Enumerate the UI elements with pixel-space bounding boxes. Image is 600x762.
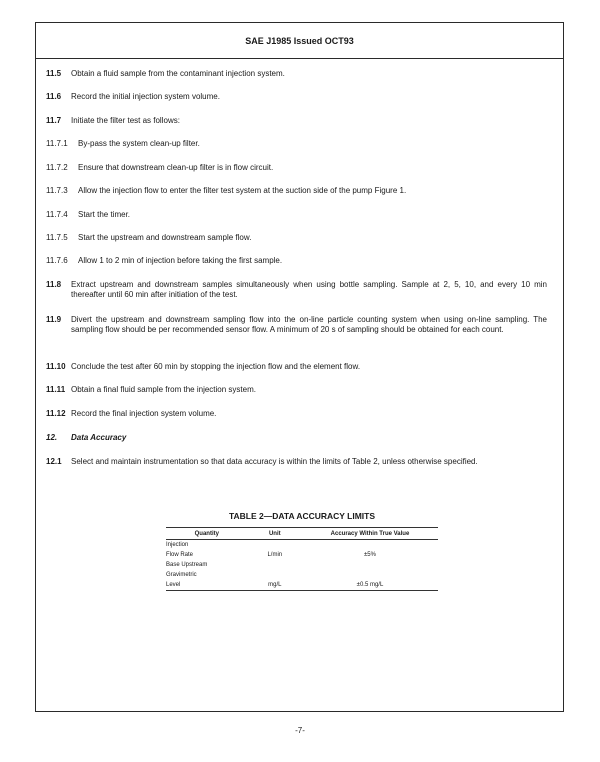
- cell-unit: [248, 570, 302, 580]
- column-header-accuracy: Accuracy Within True Value: [302, 528, 438, 540]
- section-title: Data Accuracy: [71, 433, 127, 442]
- section-heading-12: [46, 433, 547, 443]
- step-11-6: [46, 92, 547, 102]
- page-frame: [35, 22, 564, 712]
- step-number: 11.7.6: [46, 256, 68, 265]
- step-text: Conclude the test after 60 min by stopping the injection flow and the element flow.: [71, 362, 361, 371]
- step-11-7-4: [46, 210, 547, 220]
- section-number: 12.: [46, 433, 58, 442]
- step-text: Extract upstream and downstream samples simultaneously when using bottle sampling. Sample at 2, 5, 10, and every 10 min thereafter until 60 min after initiation of the test.: [71, 280, 547, 299]
- step-11-10: [46, 362, 547, 372]
- step-11-9: [46, 315, 547, 335]
- step-number: 11.5: [46, 69, 62, 78]
- page-number: -7-: [295, 726, 305, 735]
- step-text: Initiate the filter test as follows:: [71, 116, 180, 125]
- cell-quantity: Gravimetric: [166, 571, 197, 578]
- step-11-8: [46, 280, 547, 300]
- step-11-7-3: [46, 186, 547, 196]
- cell-unit: [248, 560, 302, 570]
- cell-unit: mg/L: [248, 580, 302, 591]
- table-caption: TABLE 2—DATA ACCURACY LIMITS: [228, 511, 376, 521]
- cell-unit: L/min: [267, 551, 283, 558]
- step-text: Record the initial injection system volume.: [71, 92, 220, 101]
- cell-quantity: Injection: [166, 541, 189, 548]
- step-number: 11.12: [46, 409, 66, 418]
- step-text: By-pass the system clean-up filter.: [78, 139, 200, 148]
- step-text: Select and maintain instrumentation so that data accuracy is within the limits of Table 2, unless otherwise specified.: [71, 457, 478, 466]
- step-text: Start the upstream and downstream sample flow.: [78, 233, 252, 242]
- cell-accuracy: [302, 560, 438, 570]
- table-row: [166, 540, 438, 551]
- cell-accuracy: [302, 540, 438, 551]
- step-12-1: [46, 457, 547, 467]
- step-11-12: [46, 409, 547, 419]
- step-text: Allow the injection flow to enter the filter test system at the suction side of the pump Figure 1.: [78, 186, 407, 195]
- step-number: 11.9: [46, 315, 62, 324]
- step-11-7: [46, 116, 547, 126]
- step-number: 11.7.5: [46, 233, 68, 242]
- step-text: Divert the upstream and downstream sampling flow into the on-line particle counting system when using on-line sampling. The sampling flow should be per recommended sensor flow. A minimum of 20 s of sampling should be obtained for each count.: [71, 315, 547, 334]
- step-text: Allow 1 to 2 min of injection before taking the first sample.: [78, 256, 283, 265]
- step-11-7-1: [46, 139, 547, 149]
- table-row: [166, 580, 438, 591]
- page-header: [36, 23, 563, 59]
- cell-accuracy: [302, 570, 438, 580]
- step-11-7-6: [46, 256, 547, 266]
- step-text: Obtain a final fluid sample from the injection system.: [71, 385, 256, 394]
- table: [166, 527, 438, 591]
- step-text: Record the final injection system volume.: [71, 409, 217, 418]
- step-11-7-5: [46, 233, 547, 243]
- cell-accuracy: ±5%: [364, 551, 376, 558]
- table-row: [166, 550, 438, 560]
- step-number: 11.7.1: [46, 139, 68, 148]
- step-number: 11.8: [46, 280, 62, 289]
- table-row: [166, 570, 438, 580]
- table-header-row: [166, 528, 438, 540]
- step-number: 11.6: [46, 92, 62, 101]
- data-accuracy-table: [166, 511, 438, 591]
- step-text: Start the timer.: [78, 210, 131, 219]
- step-number: 11.11: [46, 385, 66, 394]
- column-header-quantity: Quantity: [166, 528, 248, 540]
- cell-quantity: Level: [166, 580, 248, 591]
- table-row: [166, 560, 438, 570]
- document-id: SAE J1985 Issued OCT93: [245, 36, 354, 46]
- step-number: 12.1: [46, 457, 62, 466]
- cell-unit: [248, 540, 302, 551]
- step-text: Ensure that downstream clean-up filter is in flow circuit.: [78, 163, 274, 172]
- column-header-unit: Unit: [248, 528, 302, 540]
- step-11-11: [46, 385, 547, 395]
- step-11-5: [46, 69, 547, 79]
- cell-accuracy: ±0.5 mg/L: [302, 580, 438, 591]
- step-text: Obtain a fluid sample from the contaminant injection system.: [71, 69, 285, 78]
- step-number: 11.7.3: [46, 186, 68, 195]
- step-number: 11.7.2: [46, 163, 68, 172]
- step-number: 11.7: [46, 116, 62, 125]
- step-number: 11.7.4: [46, 210, 68, 219]
- cell-quantity: Base Upstream: [166, 561, 208, 568]
- step-11-7-2: [46, 163, 547, 173]
- cell-quantity: Flow Rate: [166, 551, 194, 558]
- step-number: 11.10: [46, 362, 66, 371]
